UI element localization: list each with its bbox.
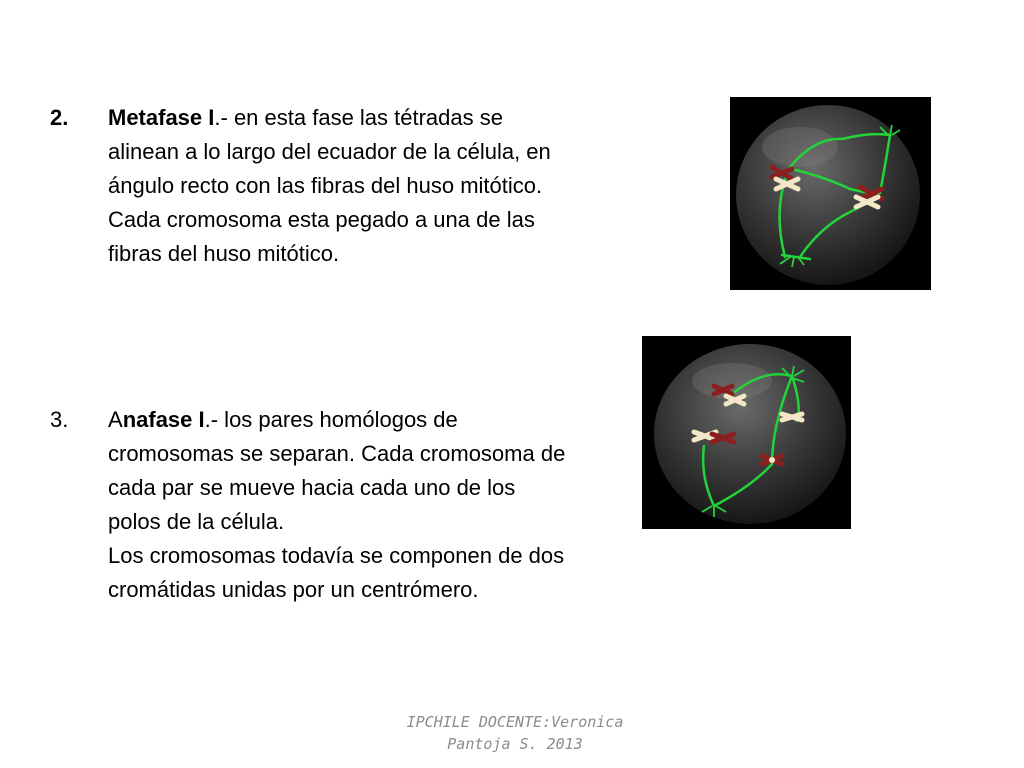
list-item-text [108, 403, 648, 607]
text-line: cromosomas se separan. Cada cromosoma de [108, 441, 566, 466]
list-number: 3. [50, 407, 69, 432]
text-line: cromátidas unidas por un centrómero. [108, 577, 479, 602]
text-line: alinean a lo largo del ecuador de la célula, en [108, 139, 551, 164]
anafase-cell-illustration [642, 336, 851, 529]
text-line: Metafase I.- en esta fase las tétradas se [108, 105, 503, 130]
metafase-cell-svg [730, 97, 931, 290]
cell-highlight [762, 127, 838, 167]
text-line: fibras del huso mitótico. [108, 241, 340, 266]
anafase-cell-svg [642, 336, 851, 529]
footer-year: Pantoja S. 2013 [447, 735, 583, 753]
list-number: 2. [50, 105, 69, 130]
metafase-cell-illustration [730, 97, 931, 290]
list-item-text [108, 101, 648, 271]
text-line: cada par se mueve hacia cada uno de los [108, 475, 516, 500]
footer-author: IPCHILE DOCENTE:Veronica [406, 713, 624, 731]
text-line: Cada cromosoma esta pegado a una de las [108, 207, 535, 232]
cell-membrane [736, 105, 920, 285]
term-metafase: Metafase I [108, 105, 215, 130]
term-anafase: nafase I [122, 407, 205, 432]
text-line: polos de la célula. [108, 509, 285, 534]
text-line: Anafase I.- los pares homólogos de [108, 407, 458, 432]
text-line: ángulo recto con las fibras del huso mitótico. [108, 173, 543, 198]
slide-footer [340, 711, 690, 755]
text-line: Los cromosomas todavía se componen de dos [108, 543, 565, 568]
chromosome [782, 414, 802, 420]
